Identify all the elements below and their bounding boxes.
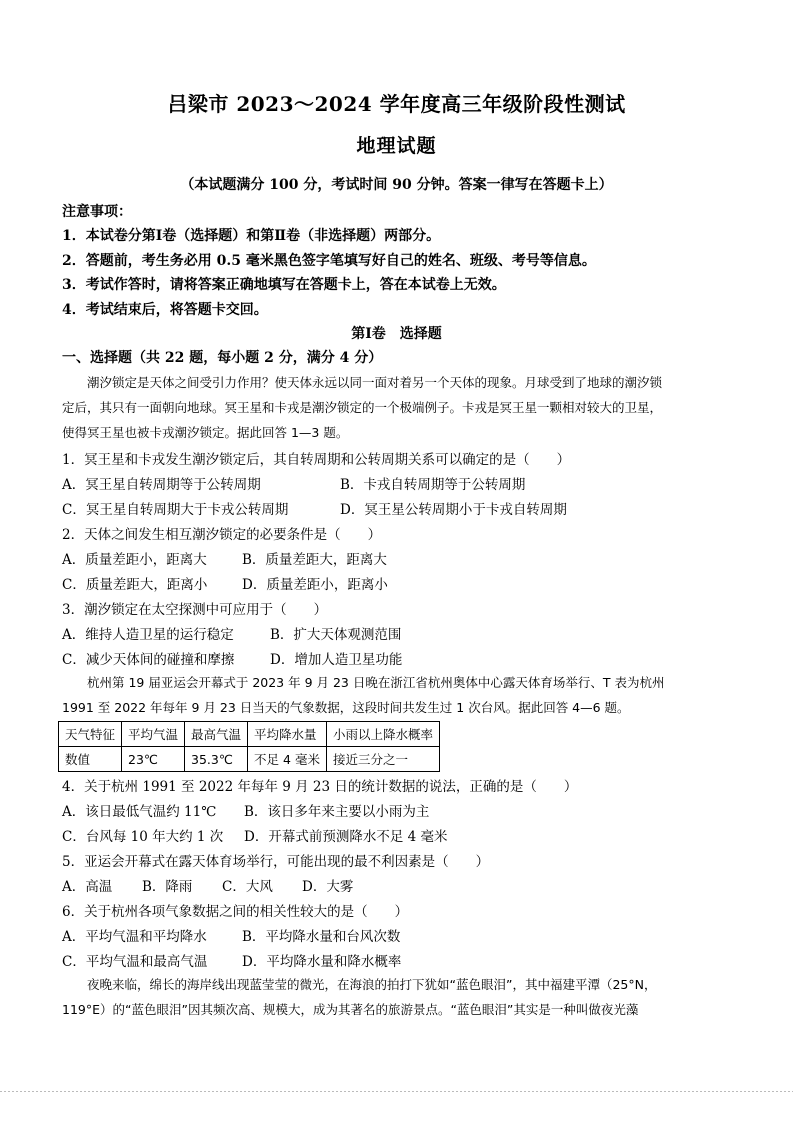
passage-line: 定后，其只有一面朝向地球。冥王星和卡戎是潮汐锁定的一个极端例子。卡戎是冥王星一颗相对较大的卫星， [62,400,663,415]
table-cell: 23℃ [122,747,185,772]
weather-table [58,721,440,772]
passage-line: 1991 至 2022 年每年 9 月 23 日当天的气象数据，这段时间共发生过 1 次台风。据此回答 4—6 题。 [62,700,630,715]
question-4-stem: 4．关于杭州 1991 至 2022 年每年 9 月 23 日的统计数据的说法，正确的是（ ） [62,779,578,795]
option-a[interactable]: A．该日最低气温约 11℃ [62,804,217,820]
passage-line: 杭州第 19 届亚运会开幕式于 2023 年 9 月 23 日晚在浙江省杭州奥体中心露天体育场举行、T 表为杭州 [87,675,665,690]
option-b[interactable]: B．降雨 [142,879,193,895]
table-cell: 接近三分之一 [326,747,439,772]
passage-asian-games [62,670,732,720]
passage-line: 潮汐锁定是天体之间受引力作用？使天体永远以同一面对着另一个天体的现象。月球受到了地球的潮汐锁 [87,375,663,390]
notice-item-3: 3．考试作答时，请将答案正确地填写在答题卡上，答在本试卷上无效。 [62,277,506,293]
table-header-cell: 平均气温 [122,722,185,747]
option-d[interactable]: D．开幕式前预测降水不足 4 毫米 [244,829,448,845]
question-1-options-row2 [62,498,567,518]
passage-tidal-locking [62,370,732,445]
question-2-options-row1 [62,548,387,568]
option-c[interactable]: C．大风 [222,879,273,895]
option-a[interactable]: A．质量差距小，距离大 [62,552,207,568]
subject-title: 地理试题 [356,135,437,157]
notice-item-4: 4．考试结束后，将答题卡交回。 [62,302,268,318]
question-4-options-row1 [62,800,429,820]
option-d[interactable]: D．质量差距小，距离小 [242,577,388,593]
exam-note: （本试题满分 100 分，考试时间 90 分钟。答案一律写在答题卡上） [180,177,613,193]
table-header-cell: 最高气温 [185,722,248,747]
page-bottom-divider [0,1091,793,1092]
notice-item-1: 1．本试卷分第Ⅰ卷（选择题）和第Ⅱ卷（非选择题）两部分。 [62,228,441,244]
question-3-options-row2 [62,648,402,668]
question-6-options-row2 [62,950,401,970]
option-b[interactable]: B．质量差距大，距离大 [242,552,387,568]
table-header-cell: 小雨以上降水概率 [326,722,439,747]
option-d[interactable]: D．增加人造卫星功能 [270,652,403,668]
question-5-options [62,875,353,895]
question-6-options-row1 [62,925,400,945]
option-a[interactable]: A．平均气温和平均降水 [62,929,207,945]
notice-item-2: 2．答题前，考生务必用 0.5 毫米黑色签字笔填写好自己的姓名、班级、考号等信息。 [62,253,596,269]
passage-blue-tears [62,972,732,1022]
option-b[interactable]: B．扩大天体观测范围 [270,627,402,643]
option-c[interactable]: C．减少天体间的碰撞和摩擦 [62,652,235,668]
table-header-row [59,722,440,747]
exam-title: 吕梁市 2023～2024 学年度高三年级阶段性测试 [167,92,626,116]
question-2-options-row2 [62,573,388,593]
passage-line: 使得冥王星也被卡戎潮汐锁定。据此回答 1—3 题。 [62,425,349,440]
table-header-cell: 平均降水量 [248,722,327,747]
question-6-stem: 6．关于杭州各项气象数据之间的相关性较大的是（ ） [62,904,409,920]
passage-line: 夜晚来临，绵长的海岸线出现蓝莹莹的微光，在海浪的拍打下犹如“蓝色眼泪”，其中福建平潭（25°N， [87,977,657,992]
option-c[interactable]: C．质量差距大，距离小 [62,577,208,593]
option-b[interactable]: B．该日多年来主要以小雨为主 [244,804,430,820]
part-heading: 一、选择题（共 22 题，每小题 2 分，满分 4 分） [62,350,383,366]
question-4-options-row2 [62,825,448,845]
option-a[interactable]: A．高温 [62,879,113,895]
question-3-stem: 3．潮汐锁定在太空探测中可应用于（ ） [62,602,328,618]
section-title: 第Ⅰ卷 选择题 [351,326,442,342]
passage-line: 119°E）的“蓝色眼泪”因其频次高、规模大，成为其著名的旅游景点。“蓝色眼泪”其实是一种叫做夜光藻 [62,1002,639,1017]
option-c[interactable]: C．冥王星自转周期大于卡戎公转周期 [62,502,289,518]
option-a[interactable]: A．冥王星自转周期等于公转周期 [62,477,261,493]
option-c[interactable]: C．台风每 10 年大约 1 次 [62,829,224,845]
table-cell: 35.3℃ [185,747,248,772]
question-3-options-row1 [62,623,401,643]
table-header-cell: 天气特征 [59,722,122,747]
question-1-stem: 1．冥王星和卡戎发生潮汐锁定后，其自转周期和公转周期关系可以确定的是（ ） [62,452,571,468]
option-d[interactable]: D．冥王星公转周期小于卡戎自转周期 [340,502,567,518]
option-d[interactable]: D．平均降水量和降水概率 [242,954,402,970]
option-a[interactable]: A．维持人造卫星的运行稳定 [62,627,234,643]
option-c[interactable]: C．平均气温和最高气温 [62,954,208,970]
table-cell: 不足 4 毫米 [248,747,327,772]
question-5-stem: 5．亚运会开幕式在露天体育场举行，可能出现的最不利因素是（ ） [62,854,490,870]
question-1-options-row1 [62,473,525,493]
option-b[interactable]: B．平均降水量和台风次数 [242,929,401,945]
table-cell: 数值 [59,747,122,772]
question-2-stem: 2．天体之间发生相互潮汐锁定的必要条件是（ ） [62,527,382,543]
notice-heading: 注意事项： [62,204,132,220]
option-d[interactable]: D．大雾 [302,879,354,895]
option-b[interactable]: B．卡戎自转周期等于公转周期 [340,477,526,493]
table-row [59,747,440,772]
